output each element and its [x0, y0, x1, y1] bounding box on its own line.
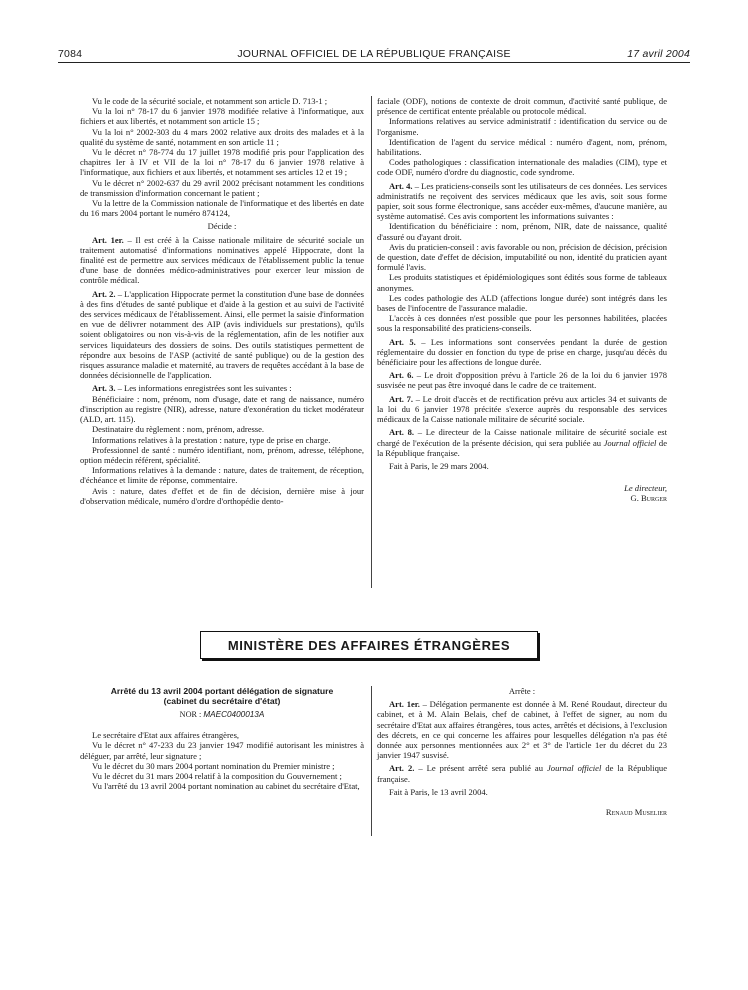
article-1: [80, 235, 364, 286]
visa-6: Vu la lettre de la Commission nationale de l'informatique et des libertés en date du 16 mars 2004 portant le numéro 874124,: [80, 198, 364, 219]
arrete-title-line-1: Arrêté du 13 avril 2004 portant délégation de signature: [110, 686, 334, 696]
arrete-signer: Renaud Muselier: [605, 807, 667, 818]
left-column: [80, 96, 364, 506]
arrete-article-2-text-a: – Le présent arrêté sera publié au: [414, 763, 548, 774]
arrete-visa: Le secrétaire d'Etat aux affaires étrangères,: [92, 730, 240, 741]
article-4: [377, 181, 667, 222]
article-4-item: L'accès à ces données n'est possible que pour les personnes habilitées, placées sous la responsabilité des praticiens-conseils.: [377, 313, 667, 334]
decide-label: Décide :: [207, 221, 237, 232]
article-2: [80, 289, 364, 381]
arrete-article-2-text-b: de la République française.: [377, 763, 667, 784]
article-6-text: – Le droit d'opposition prévu à l'article 26 de la loi du 6 janvier 1978 susvisée ne peut pas être invoqué dans le cadre de ce traitement.: [377, 370, 667, 391]
article-4-text: – Les praticiens-conseils sont les utilisateurs de ces données. Les services administratifs ne reçoivent des services médicaux que les avis, soit sous forme papier, soit sous forme électronique, sans accéder eux-mêmes, d'aucune manière, au système automatisé. Ces avis comportent les informations suivantes :: [377, 180, 667, 222]
right-column: [377, 96, 667, 504]
article-4-item: Avis du praticien-conseil : avis favorable ou non, précision de décision, précision de question, date d'effet de décision, imputabilité ou non, identité du praticien ayant formulé l'avis.: [377, 241, 667, 273]
article-7: [377, 394, 667, 425]
arrete-article-2-journal: Journal officiel: [547, 763, 602, 774]
article-6-number: Art. 6.: [389, 370, 414, 381]
header-rule: [58, 62, 690, 63]
article-8-journal: Journal officiel: [603, 437, 657, 448]
arrete-left-column: [80, 686, 364, 791]
column-separator: [371, 686, 372, 836]
article-8-number: Art. 8.: [389, 427, 415, 438]
page-number: 7084: [58, 48, 83, 60]
article-3-continuation: faciale (ODF), notions de contexte de droit commun, d'activité santé publique, de présence de certificat entente préalable ou protocole médical.: [377, 96, 667, 117]
arrete-article-1-number: Art. 1er.: [389, 699, 420, 710]
article-5-text: – Les informations sont conservées pendant la durée de gestion réglementaire du dossier en fonction du type de prise en charge, jusqu'au décès du bénéficiaire pour les affections de longue durée.: [377, 336, 667, 368]
article-3-item: Bénéficiaire : nom, prénom, nom d'usage, date et rang de naissance, numéro d'inscription au registre (NIR), adresse, nature d'exonération du ticket modérateur (ALD, art. 115).: [80, 393, 364, 425]
article-3-item: Professionnel de santé : numéro identifiant, nom, prénom, adresse, téléphone, option médecin référent, spécialité.: [80, 444, 364, 465]
article-2-text: – L'application Hippocrate permet la constitution d'une base de données à des fins d'études de santé publique et d'aide à la gestion et au suivi de l'activité des services médicaux de l'établissement. Ainsi, elle permet la saisie d'information en vue de délivrer notamment des AIP (avis individuels sur prestations), qu'ils soient obligatoires ou non vis-à-vis de la réglementation, afin de les notifier aux services liquidateurs des dossiers de soins. Des outils statistiques permettent de répondre aux besoins de l'ASP (activité de santé publique) ou de la gestion des risques assurance maladie et maternité, au travers de requêtes accédant à la base de données décisionnelle de l'application.: [80, 288, 365, 381]
article-8: [377, 427, 667, 458]
article-3-text: – Les informations enregistrées sont les suivantes :: [115, 383, 292, 394]
visa-4: Vu le décret n° 78-774 du 17 juillet 1978 modifié pris pour l'application des chapitres Ier à IV et VII de la loi n° 78-17 du 6 janvier 1978 relative à l'informatique, aux fichiers et aux libertés, et notamment ses articles 12 et 19 ;: [80, 147, 364, 178]
arrete-place-date: Fait à Paris, le 13 avril 2004.: [389, 786, 488, 797]
article-3-number: Art. 3.: [92, 383, 116, 394]
article-8-text-b: de la République française.: [377, 437, 667, 458]
article-5-number: Art. 5.: [389, 336, 416, 347]
arrete-title: [80, 686, 364, 706]
signoff-name: G. Burger: [630, 493, 667, 504]
nor-label: NOR :: [179, 710, 204, 719]
column-separator: [371, 96, 372, 588]
nor-reference: [80, 710, 364, 720]
visa-3: Vu la loi n° 2002-303 du 4 mars 2002 relative aux droits des malades et à la qualité du système de santé, notamment en son article 11 ;: [80, 126, 364, 147]
journal-title: JOURNAL OFFICIEL DE LA RÉPUBLIQUE FRANÇAISE: [237, 48, 511, 60]
article-8-text-a: – Le directeur de la Caisse nationale militaire de sécurité sociale est chargé de l'exécution de la présente décision, qui sera publiée au: [377, 427, 667, 448]
arrete-visa: Vu l'arrêté du 13 avril 2004 portant nomination au cabinet du secrétaire d'Etat,: [92, 781, 360, 792]
arrete-article-1: [377, 699, 667, 760]
article-7-text: – Le droit d'accès et de rectification prévu aux articles 34 et suivants de la loi du 6 janvier 1978 précitée s'exerce auprès du responsable des services médicaux de la Caisse nationale militaire de sécurité sociale.: [377, 393, 667, 425]
article-3-item: Avis : nature, dates d'effet et de fin de décision, dernière mise à jour d'observation médicale, numéro d'ordre d'orthopédie dento-: [80, 485, 364, 506]
arrete-article-1-text: – Délégation permanente est donnée à M. René Roudaut, directeur du cabinet, et à M. Alain Belais, chef de cabinet, à l'effet de signer, au nom du secrétaire d'Etat aux affaires étrangères, tous actes, arrêtés et décisions, à l'exclusion des décrets, en ce qui concerne les affaires pour lesquelles délégation n'a pas été donnée aux personnes mentionnées aux 2° et 3° de l'article 1er du décret du 23 janvier 1947 susvisé.: [377, 699, 667, 761]
ministry-title: MINISTÈRE DES AFFAIRES ÉTRANGÈRES: [227, 637, 511, 653]
article-1-number: Art. 1er.: [92, 234, 124, 245]
arrete-visa: Vu le décret du 30 mars 2004 portant nomination du Premier ministre ;: [92, 760, 335, 771]
issue-date: 17 avril 2004: [627, 48, 690, 60]
nor-code: MAEC0400013A: [203, 710, 265, 719]
article-7-number: Art. 7.: [389, 393, 414, 404]
ministry-heading: [200, 631, 538, 659]
article-2-number: Art. 2.: [92, 288, 116, 299]
article-4-item: Les codes pathologie des ALD (affections longue durée) sont intégrés dans les bases de l'infocentre de l'assurance maladie.: [377, 292, 667, 314]
article-3-item: Destinataire du règlement : nom, prénom, adresse.: [92, 424, 265, 435]
arrete-label: Arrête :: [508, 686, 536, 696]
visa-5: Vu le décret n° 2002-637 du 29 avril 2002 précisant notamment les conditions de transmission d'information concernant le patient ;: [80, 177, 364, 198]
article-3-item: Informations relatives à la demande : nature, dates de traitement, de réception, d'échéance et limite de réponse, commentaire.: [80, 465, 364, 486]
article-3-item: Informations relatives au service administratif : identification du service ou de l'organisme.: [377, 116, 667, 137]
arrete-title-line-2: (cabinet du secrétaire d'état): [163, 696, 281, 706]
article-3: [80, 383, 364, 393]
visa-1: Vu le code de la sécurité sociale, et notamment son article D. 713-1 ;: [92, 96, 328, 106]
arrete-visa: Vu le décret n° 47-233 du 23 janvier 1947 modifié autorisant les ministres à déléguer, par arrêté, leur signature ;: [80, 740, 364, 761]
arrete-article-2: [377, 763, 667, 783]
article-1-text: – Il est créé à la Caisse nationale militaire de sécurité sociale un traitement automatisé d'informations nominatives appelé Hippocrate, dont la finalité est de permettre aux services médicaux de l'établissement public la tenue d'une base de données médico-administratives pour exercer leur mission de contrôle médical.: [80, 234, 364, 286]
article-5: [377, 337, 667, 368]
article-4-number: Art. 4.: [389, 180, 413, 191]
article-3-item: Codes pathologiques : classification internationale des maladies (CIM), type et code ODF, numéro d'ordre du diagnostic, code syndrome.: [377, 157, 667, 178]
arrete-right-column: [377, 686, 667, 817]
arrete-visa: Vu le décret du 31 mars 2004 relatif à la composition du Gouvernement ;: [92, 771, 342, 782]
article-4-item: Les produits statistiques et épidémiologiques sont édités sous forme de tableaux anonymes.: [377, 272, 667, 293]
visa-2: Vu la loi n° 78-17 du 6 janvier 1978 modifiée relative à l'informatique, aux fichiers et aux libertés, et notamment son article 15 ;: [80, 106, 364, 127]
article-3-item: Identification de l'agent du service médical : numéro d'agent, nom, prénom, habilitations.: [377, 136, 667, 158]
article-6: [377, 370, 667, 390]
signoff-role: Le directeur,: [624, 483, 667, 494]
signoff-place-date: Fait à Paris, le 29 mars 2004.: [389, 460, 489, 471]
article-4-item: Identification du bénéficiaire : nom, prénom, NIR, date de naissance, qualité d'assuré ou d'ayant droit.: [377, 221, 667, 242]
article-3-item: Informations relatives à la prestation : nature, type de prise en charge.: [92, 434, 331, 445]
arrete-article-2-number: Art. 2.: [389, 763, 415, 774]
